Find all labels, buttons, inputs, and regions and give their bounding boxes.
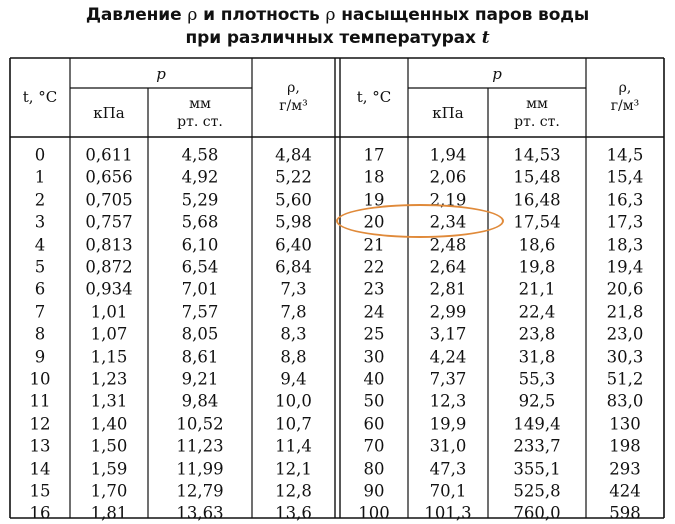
cell-kpa: 2,06: [429, 167, 467, 187]
cell-rho: 23,0: [606, 324, 644, 344]
cell-mm: 21,1: [518, 279, 556, 299]
cell-kpa: 1,59: [90, 459, 128, 479]
cell-mm: 14,53: [513, 145, 561, 165]
cell-kpa: 1,50: [90, 436, 128, 456]
cell-rho: 424: [609, 481, 641, 501]
cell-rho: 14,5: [606, 145, 644, 165]
cell-mm: 19,8: [518, 257, 556, 277]
cell-mm: 149,4: [513, 414, 561, 434]
cell-t: 70: [363, 436, 385, 456]
cell-mm: 5,68: [181, 212, 219, 232]
cell-mm: 525,8: [513, 481, 561, 501]
header-p-left: p: [156, 65, 166, 83]
cell-t: 13: [29, 436, 51, 456]
cell-t: 2: [34, 190, 46, 210]
cell-kpa: 3,17: [429, 324, 467, 344]
cell-mm: 10,52: [176, 414, 224, 434]
cell-kpa: 1,31: [90, 391, 128, 411]
cell-kpa: 2,19: [429, 190, 467, 210]
cell-kpa: 1,07: [90, 324, 128, 344]
cell-mm: 13,63: [176, 503, 224, 523]
cell-mm: 11,23: [176, 436, 224, 456]
cell-mm: 6,54: [181, 257, 219, 277]
cell-t: 9: [34, 347, 46, 367]
cell-t: 20: [363, 212, 385, 232]
cell-mm: 18,6: [518, 235, 556, 255]
cell-kpa: 2,99: [429, 302, 467, 322]
cell-rho: 12,8: [275, 481, 312, 501]
cell-mm: 7,57: [181, 302, 219, 322]
cell-t: 8: [34, 324, 46, 344]
cell-t: 12: [29, 414, 51, 434]
cell-mm: 55,3: [518, 369, 556, 389]
cell-t: 22: [363, 257, 385, 277]
cell-kpa: 70,1: [429, 481, 467, 501]
cell-kpa: 0,813: [85, 235, 133, 255]
rho-symbol: ρ: [325, 5, 336, 25]
cell-rho: 51,2: [606, 369, 644, 389]
cell-kpa: 2,34: [429, 212, 467, 232]
cell-rho: 19,4: [606, 257, 644, 277]
cell-kpa: 4,24: [429, 347, 467, 367]
cell-kpa: 1,94: [429, 145, 467, 165]
header-rho-line-2: г/м³: [279, 98, 308, 114]
header-rho-line-1: ρ,: [618, 80, 632, 96]
cell-t: 40: [363, 369, 385, 389]
cell-rho: 83,0: [606, 391, 644, 411]
header-t-right: t, °C: [356, 88, 392, 106]
cell-rho: 8,3: [280, 324, 307, 344]
cell-kpa: 1,23: [90, 369, 128, 389]
cell-rho: 10,0: [275, 391, 312, 411]
cell-rho: 10,7: [275, 414, 312, 434]
cell-kpa: 1,81: [90, 503, 128, 523]
cell-kpa: 2,64: [429, 257, 467, 277]
cell-mm: 8,05: [181, 324, 219, 344]
cell-t: 30: [363, 347, 385, 367]
cell-t: 10: [29, 369, 51, 389]
header-mm-line-1: мм: [526, 96, 548, 112]
cell-rho: 30,3: [606, 347, 644, 367]
cell-kpa: 0,656: [85, 167, 133, 187]
cell-kpa: 12,3: [429, 391, 467, 411]
header-t-left: t, °C: [22, 88, 58, 106]
header-mm-line-1: мм: [189, 96, 211, 112]
cell-t: 0: [34, 145, 46, 165]
cell-t: 7: [34, 302, 46, 322]
cell-kpa: 101,3: [424, 503, 472, 523]
cell-mm: 5,29: [181, 190, 219, 210]
cell-kpa: 1,01: [90, 302, 128, 322]
cell-t: 3: [34, 212, 46, 232]
cell-mm: 11,99: [176, 459, 224, 479]
cell-mm: 15,48: [513, 167, 561, 187]
cell-rho: 9,4: [280, 369, 307, 389]
cell-rho: 21,8: [606, 302, 644, 322]
title-text: при различных температурах: [185, 28, 476, 48]
t-symbol: t: [481, 28, 490, 48]
cell-t: 11: [29, 391, 51, 411]
cell-t: 17: [363, 145, 385, 165]
cell-mm: 9,21: [181, 369, 219, 389]
cell-mm: 7,01: [181, 279, 219, 299]
cell-rho: 18,3: [606, 235, 644, 255]
cell-kpa: 1,70: [90, 481, 128, 501]
cell-rho: 5,60: [275, 190, 312, 210]
header-mm-line-2: рт. ст.: [514, 114, 560, 130]
cell-mm: 12,79: [176, 481, 224, 501]
cell-rho: 198: [609, 436, 641, 456]
cell-kpa: 0,757: [85, 212, 133, 232]
cell-kpa: 47,3: [429, 459, 467, 479]
cell-rho: 15,4: [606, 167, 644, 187]
cell-t: 4: [34, 235, 46, 255]
cell-kpa: 0,705: [85, 190, 133, 210]
cell-mm: 233,7: [513, 436, 561, 456]
cell-mm: 17,54: [513, 212, 561, 232]
cell-rho: 293: [609, 459, 641, 479]
header-p-right: p: [492, 65, 502, 83]
header-rho-line-2: г/м³: [610, 98, 640, 114]
cell-rho: 7,8: [280, 302, 307, 322]
cell-rho: 7,3: [280, 279, 307, 299]
header-rho-right: [611, 79, 640, 115]
cell-t: 60: [363, 414, 385, 434]
cell-kpa: 31,0: [429, 436, 467, 456]
cell-mm: 355,1: [513, 459, 561, 479]
cell-t: 19: [363, 190, 385, 210]
cell-mm: 92,5: [518, 391, 556, 411]
cell-rho: 6,84: [275, 257, 312, 277]
cell-t: 23: [363, 279, 385, 299]
cell-rho: 6,40: [275, 235, 312, 255]
title-text: и плотность: [203, 5, 320, 25]
cell-t: 21: [363, 235, 385, 255]
cell-rho: 130: [609, 414, 641, 434]
cell-t: 80: [363, 459, 385, 479]
cell-kpa: 1,15: [90, 347, 128, 367]
cell-mm: 8,61: [181, 347, 219, 367]
title-text: насыщенных паров воды: [341, 5, 590, 25]
cell-t: 1: [34, 167, 46, 187]
header-kpa-right: кПа: [432, 104, 464, 122]
cell-kpa: 2,48: [429, 235, 467, 255]
cell-t: 15: [29, 481, 51, 501]
cell-rho: 20,6: [606, 279, 644, 299]
cell-rho: 12,1: [275, 459, 312, 479]
cell-mm: 4,58: [181, 145, 219, 165]
cell-mm: 6,10: [181, 235, 219, 255]
cell-t: 6: [34, 279, 46, 299]
cell-mm: 31,8: [518, 347, 556, 367]
cell-t: 50: [363, 391, 385, 411]
cell-mm: 23,8: [518, 324, 556, 344]
cell-mm: 16,48: [513, 190, 561, 210]
cell-t: 25: [363, 324, 385, 344]
cell-kpa: 0,872: [85, 257, 133, 277]
cell-mm: 9,84: [181, 391, 219, 411]
cell-t: 5: [34, 257, 46, 277]
cell-rho: 16,3: [606, 190, 644, 210]
header-mm-right: [514, 95, 560, 131]
title-text: Давление: [85, 5, 182, 25]
cell-kpa: 7,37: [429, 369, 467, 389]
cell-kpa: 2,81: [429, 279, 467, 299]
cell-rho: 5,22: [275, 167, 312, 187]
cell-t: 16: [29, 503, 51, 523]
highlight-ellipse: [336, 204, 504, 238]
cell-rho: 8,8: [280, 347, 307, 367]
cell-rho: 13,6: [275, 503, 312, 523]
cell-t: 24: [363, 302, 385, 322]
cell-rho: 17,3: [606, 212, 644, 232]
cell-mm: 4,92: [181, 167, 219, 187]
cell-mm: 22,4: [518, 302, 556, 322]
cell-rho: 5,98: [275, 212, 312, 232]
cell-t: 14: [29, 459, 51, 479]
header-mm-line-2: рт. ст.: [177, 114, 223, 130]
cell-rho: 598: [609, 503, 641, 523]
cell-mm: 760,0: [513, 503, 561, 523]
cell-t: 90: [363, 481, 385, 501]
cell-kpa: 19,9: [429, 414, 467, 434]
cell-rho: 11,4: [275, 436, 312, 456]
cell-kpa: 0,611: [85, 145, 133, 165]
cell-kpa: 0,934: [85, 279, 133, 299]
header-rho-line-1: ρ,: [287, 80, 300, 96]
header-mm-left: [177, 95, 223, 131]
cell-kpa: 1,40: [90, 414, 128, 434]
cell-rho: 4,84: [275, 145, 312, 165]
header-kpa-left: кПа: [93, 104, 125, 122]
cell-t: 18: [363, 167, 385, 187]
header-rho-left: [279, 79, 308, 115]
rho-symbol: ρ: [187, 5, 198, 25]
cell-t: 100: [358, 503, 390, 523]
